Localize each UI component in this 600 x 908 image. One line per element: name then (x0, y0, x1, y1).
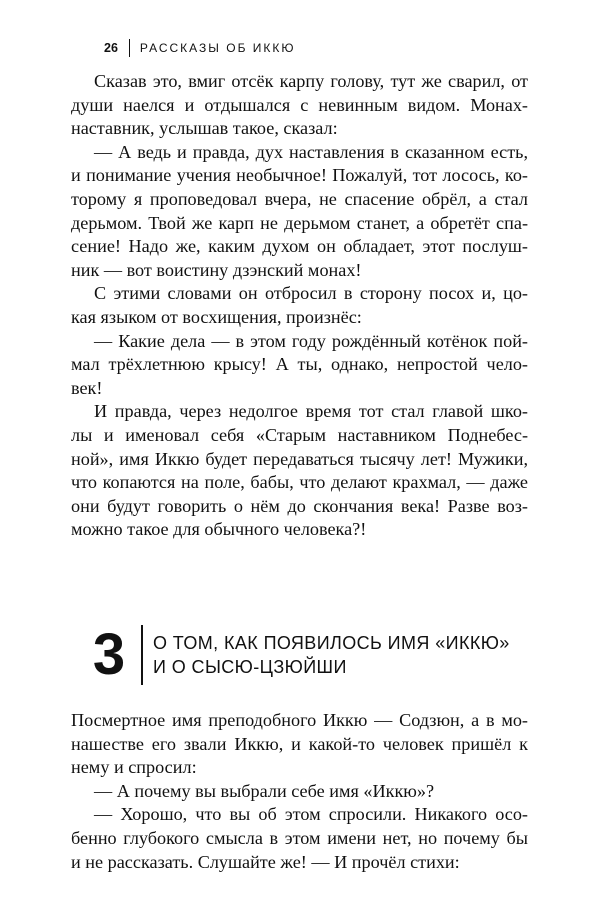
text-line: — А почему вы выбрали себе имя «Иккю»? (94, 780, 435, 801)
text-line: души наелся и отдышался с невинным видом. Монах- (71, 94, 528, 115)
text-line: нашестве его звали Иккю, и какой-то человек пришёл к (71, 733, 528, 754)
chapter-title-line: И О СЫСЮ-ЦЗЮЙШИ (153, 657, 347, 677)
chapter-divider (141, 625, 143, 685)
text-line: С этими словами он отбросил в сторону посох и, цо- (94, 283, 528, 304)
text-line: что копаются на поле, бабы, что делают крахмал, — даже (71, 472, 528, 493)
text-line: сение! Надо же, каким духом он обладает, этот послуш- (71, 236, 528, 257)
chapter-heading (89, 624, 510, 686)
text-line: и не рассказать. Слушайте же! — И прочёл стихи: (71, 851, 460, 872)
text-line: ник — вот воистину дзэнский монах! (71, 259, 362, 280)
text-line: они будут говорить о нём до скончания века! Разве воз- (71, 495, 528, 516)
text-line: нему и спросил: (71, 757, 197, 778)
text-line: мал трёхлетнюю крысу! А ты, однако, непростой чело- (71, 354, 528, 375)
text-line: дерьмом. Твой же карп не дерьмом станет, а обретёт спа- (71, 212, 528, 233)
running-header (104, 37, 296, 59)
header-divider (129, 39, 130, 57)
text-line: и понимание учения необычное! Пожалуй, тот лосось, ко- (71, 165, 528, 186)
running-title: РАССКАЗЫ ОБ ИККЮ (139, 41, 296, 55)
text-line: торому я проповедовал вчера, не спасение обрёл, а стал (71, 188, 528, 209)
text-line: лы и именовал себя «Старым наставником Поднебес- (71, 424, 528, 445)
text-line: — Хорошо, что вы об этом спросили. Никакого осо- (94, 804, 528, 825)
text-line: Сказав это, вмиг отсёк карпу голову, тут же сварил, от (94, 71, 528, 91)
chapter-body (71, 709, 528, 874)
story-continuation (71, 70, 528, 542)
page-number: 26 (104, 41, 118, 55)
text-line: — А ведь и правда, дух наставления в сказанном есть, (94, 141, 528, 162)
text-line: бенно глубокого смысла в этом имени нет, но почему бы (71, 827, 528, 848)
chapter-number: 3 (92, 622, 126, 687)
chapter-title (153, 631, 510, 679)
text-line: — Какие дела — в этом году рождённый котёнок пой- (94, 330, 528, 351)
text-line: И правда, через недолгое время тот стал главой шко- (94, 401, 528, 422)
text-line: можно такое для обычного человека?! (71, 519, 367, 540)
text-line: Посмертное имя преподобного Иккю — Содзюн, а в мо- (71, 710, 528, 730)
text-line: век! (71, 377, 103, 398)
text-line: кая языком от восхищения, произнёс: (71, 306, 362, 327)
chapter-title-line: О ТОМ, КАК ПОЯВИЛОСЬ ИМЯ «ИККЮ» (153, 633, 510, 653)
text-line: наставник, услышав такое, сказал: (71, 118, 338, 139)
text-line: ной», имя Иккю будет передаваться тысячу лет! Мужики, (71, 448, 528, 469)
